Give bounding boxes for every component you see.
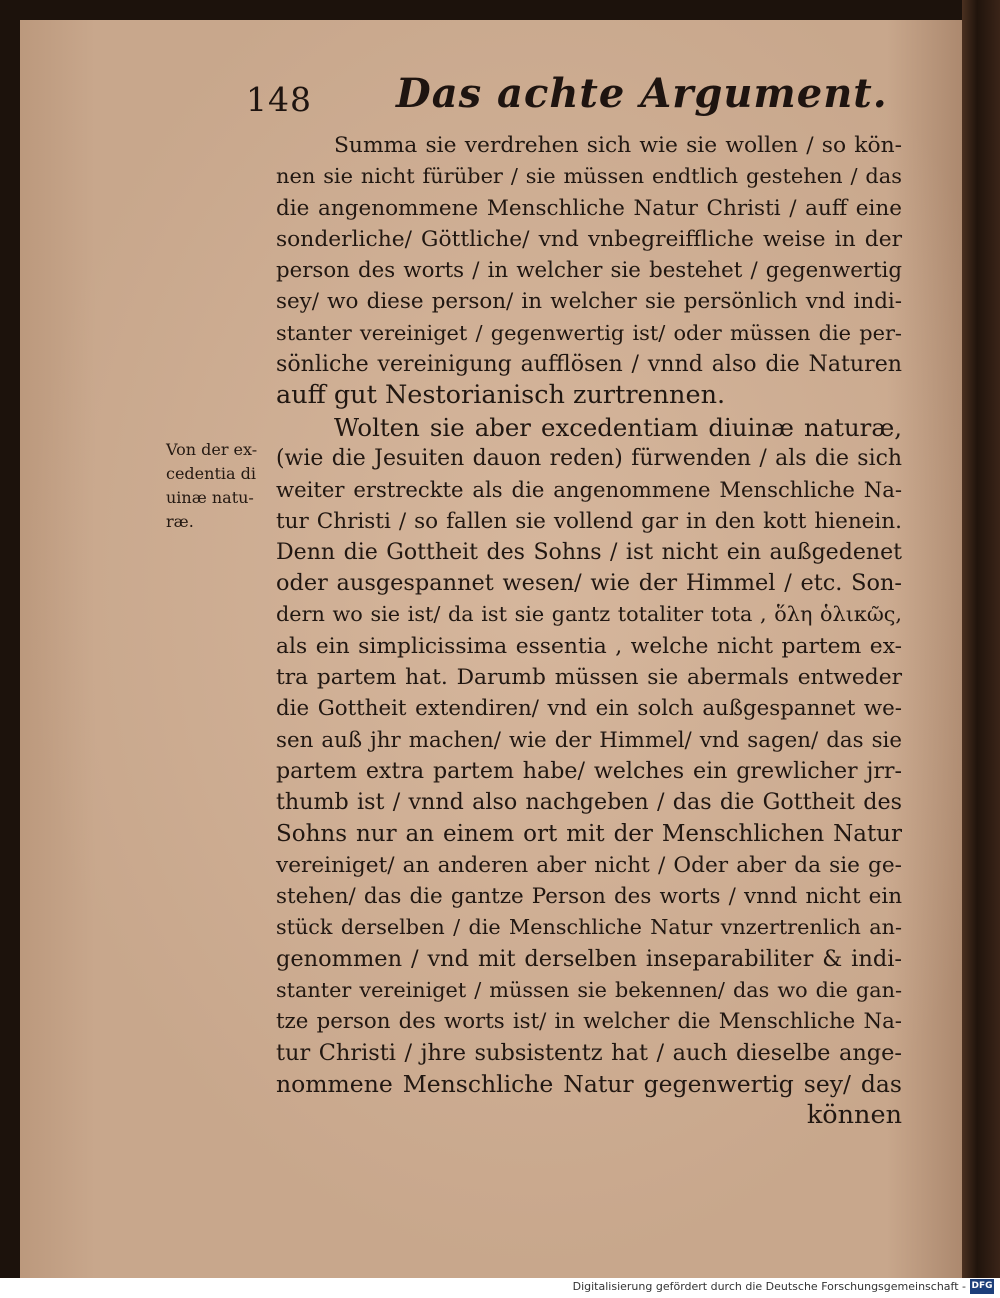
text-line: sönliche vereinigung aufflösen / vnnd also die Naturen: [276, 351, 902, 378]
dfg-logo: DFG: [970, 1279, 994, 1294]
text-line: tur Christi / jhre subsistentz hat / auch dieselbe ange-: [276, 1039, 902, 1066]
text-line: stehen/ das die gantze Person des worts / vnnd nicht ein: [276, 884, 902, 910]
text-line: tra partem hat. Darumb müssen sie abermals entweder: [276, 665, 902, 691]
text-line: tur Christi / so fallen sie vollend gar in den kott hienein.: [276, 508, 902, 534]
text-line: nen sie nicht fürüber / sie müssen endtlich gestehen / das: [276, 164, 902, 189]
text-line: stanter vereiniget / gegenwertig ist/ oder müssen die per-: [276, 320, 902, 345]
page-header: [246, 62, 888, 122]
text-line: Denn die Gottheit des Sohns / ist nicht ein außgedenet: [276, 539, 902, 565]
text-line: nommene Menschliche Natur gegenwertig sey/ das: [276, 1069, 902, 1098]
text-line: Summa sie verdrehen sich wie sie wollen / so kön-: [334, 133, 902, 158]
text-line: oder ausgespannet wesen/ wie der Himmel / etc. Son-: [276, 570, 902, 597]
body-text: [276, 130, 902, 1132]
book-spine-edge: [962, 0, 1000, 1278]
text-line: dern wo sie ist/ da ist sie gantz totaliter tota , ὅλη ὁλικῶς,: [276, 602, 902, 627]
text-line: die angenommene Menschliche Natur Christi / auff eine: [276, 195, 902, 221]
text-line: genommen / vnd mit derselben inseparabiliter & indi-: [276, 945, 902, 972]
text-line: tze person des worts ist/ in welcher die Menschliche Na-: [276, 1009, 902, 1035]
marginal-note-line: ræ.: [166, 512, 194, 531]
text-line: partem extra partem habe/ welches ein grewlicher jrr-: [276, 757, 902, 784]
text-line: sen auß jhr machen/ wie der Himmel/ vnd sagen/ das sie: [276, 727, 902, 753]
text-line: Sohns nur an einem ort mit der Menschlichen Natur: [276, 820, 902, 847]
footer-credit: Digitalisierung gefördert durch die Deutsche Forschungsgemeinschaft -: [572, 1280, 966, 1293]
text-line: stanter vereiniget / müssen sie bekennen/ das wo die gan-: [276, 978, 902, 1003]
text-line: person des worts / in welcher sie bestehet / gegenwertig: [276, 258, 902, 284]
text-line: als ein simplicissima essentia , welche nicht partem ex-: [276, 633, 902, 659]
text-line: die Gottheit extendiren/ vnd ein solch außgespannet we-: [276, 696, 902, 722]
text-line: (wie die Jesuiten dauon reden) fürwenden / als die sich: [276, 445, 902, 471]
text-line: sey/ wo diese person/ in welcher sie persönlich vnd indi-: [276, 289, 902, 315]
page-number: 148: [246, 80, 312, 119]
text-line: sonderliche/ Göttliche/ vnd vnbegreiffliche weise in der: [276, 226, 902, 252]
marginal-note-line: uinæ natu-: [166, 488, 254, 507]
text-line: Wolten sie aber excedentiam diuinæ naturæ,: [334, 412, 902, 442]
running-head: Das achte Argument.: [396, 70, 888, 117]
text-line: vereiniget/ an anderen aber nicht / Oder aber da sie ge-: [276, 852, 902, 878]
text-line: weiter erstreckte als die angenommene Menschliche Na-: [276, 477, 902, 503]
text-line: stück derselben / die Menschliche Natur vnzertrenlich an-: [276, 915, 902, 940]
marginal-note: [166, 438, 276, 534]
catchword: können: [806, 1100, 902, 1131]
marginal-note-line: cedentia di: [166, 464, 256, 483]
footer-bar: [0, 1278, 1000, 1298]
marginal-note-line: Von der ex-: [166, 440, 258, 459]
text-line: auff gut Nestorianisch zurtrennen.: [276, 380, 726, 411]
text-line: thumb ist / vnnd also nachgeben / das die Gottheit des: [276, 789, 902, 816]
